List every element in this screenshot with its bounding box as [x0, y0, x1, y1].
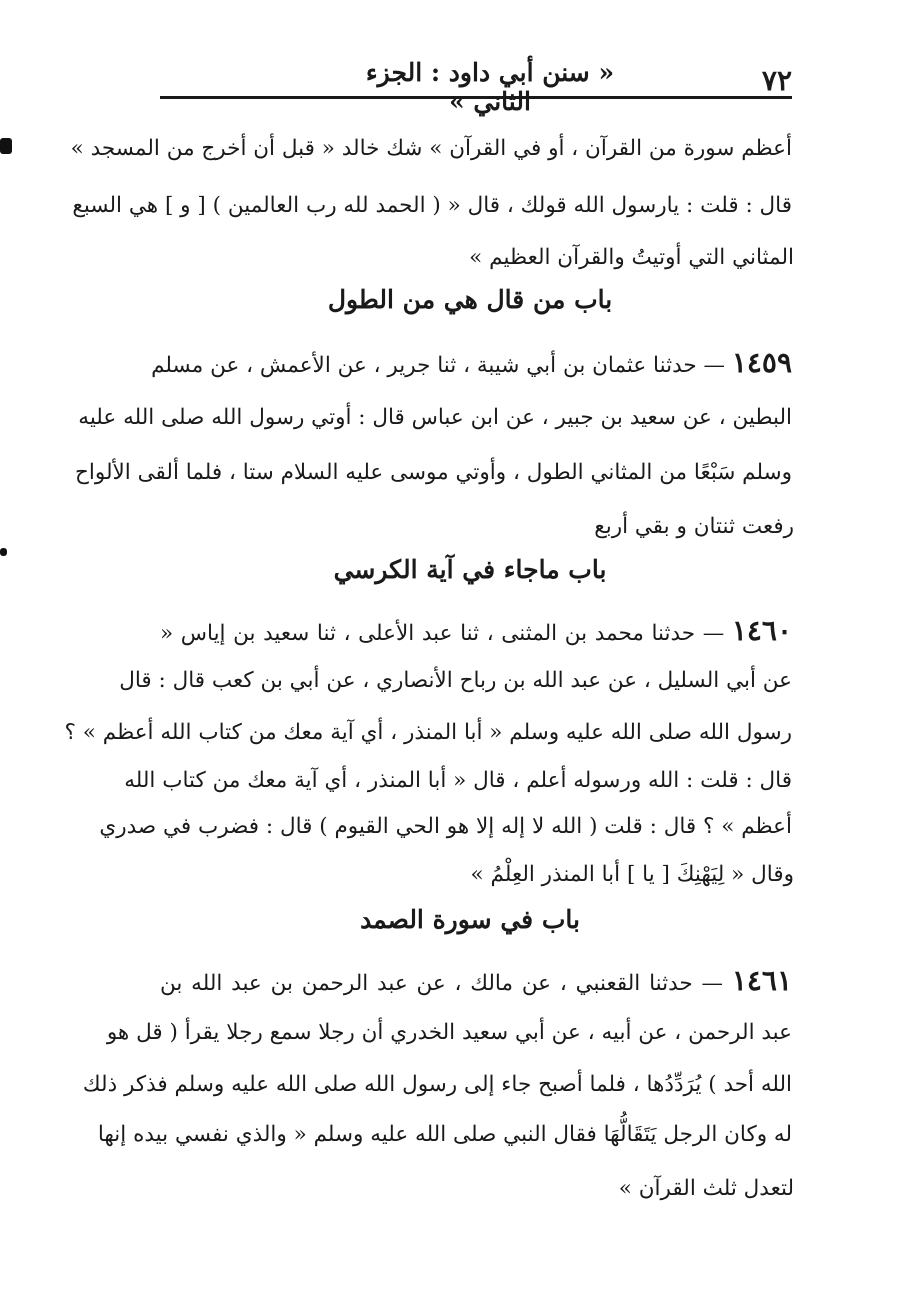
header-rule [160, 96, 792, 99]
text-line: قال : قلت : الله ورسوله أعلم ، قال « أبا المنذر ، أي آية معك من كتاب الله [124, 768, 792, 793]
text-line: رسول الله صلى الله عليه وسلم « أبا المنذر ، أي آية معك من كتاب الله أعظم » ؟ [64, 720, 792, 745]
hadith-first-line [151, 346, 792, 379]
text-line: أعظم » ؟ قال : قلت ( الله لا إله إلا هو الحي القيوم ) قال : فضرب في صدري [99, 814, 792, 839]
text-line: المثاني التي أوتيتُ والقرآن العظيم » [469, 245, 794, 270]
hadith-first-line [160, 614, 792, 647]
section-heading: باب في سورة الصمد [360, 905, 580, 934]
hadith-number: ١٤٥٩ [731, 346, 792, 379]
text-span: — حدثنا القعنبي ، عن مالك ، عن عبد الرحمن بن عبد الله بن [160, 971, 724, 996]
text-span: — حدثنا محمد بن المثنى ، ثنا عبد الأعلى ، ثنا سعيد بن إياس « [160, 621, 725, 646]
text-line: البطين ، عن سعيد بن جبير ، عن ابن عباس قال : أوتي رسول الله صلى الله عليه [78, 405, 792, 430]
hadith-number: ١٤٦١ [731, 964, 792, 997]
hadith-first-line [160, 964, 792, 997]
text-line: رفعت ثنتان و بقي أربع [594, 514, 794, 539]
scan-edge-mark [0, 138, 12, 154]
section-heading: باب ماجاء في آية الكرسي [333, 555, 607, 584]
page-number: ٧٢ [761, 64, 792, 97]
text-line: عن أبي السليل ، عن عبد الله بن رباح الأنصاري ، عن أبي بن كعب قال : قال [119, 668, 792, 693]
hadith-number: ١٤٦٠ [731, 614, 792, 647]
text-line: قال : قلت : يارسول الله قولك ، قال « ( الحمد لله رب العالمين ) [ و ] هي السبع [72, 193, 792, 218]
scan-edge-mark [0, 548, 7, 556]
text-line: لتعدل ثلث القرآن » [618, 1176, 794, 1201]
text-span: — حدثنا عثمان بن أبي شيبة ، ثنا جرير ، عن الأعمش ، عن مسلم [151, 353, 725, 378]
text-line: أعظم سورة من القرآن ، أو في القرآن » شك خالد « قبل أن أخرج من المسجد » [70, 136, 792, 161]
text-line: وقال « لِيَهْنِكَ [ يا ] أبا المنذر العِلْمُ » [470, 862, 794, 887]
text-line: وسلم سَبْعًا من المثاني الطول ، وأوتي موسى عليه السلام ستا ، فلما ألقى الألواح [75, 460, 792, 485]
running-title: « سنن أبي داود : الجزء الثاني » [365, 58, 615, 116]
text-line: عبد الرحمن ، عن أبيه ، عن أبي سعيد الخدري أن رجلا سمع رجلا يقرأ ( قل هو [106, 1020, 792, 1045]
section-heading: باب من قال هي من الطول [327, 285, 613, 314]
text-line: له وكان الرجل يَتَقَالُّهَا فقال النبي صلى الله عليه وسلم « والذي نفسي بيده إنها [97, 1122, 792, 1147]
page-header [160, 52, 792, 116]
text-line: الله أحد ) يُرَدِّدُها ، فلما أصبح جاء إلى رسول الله صلى الله عليه وسلم فذكر ذلك [82, 1072, 792, 1097]
